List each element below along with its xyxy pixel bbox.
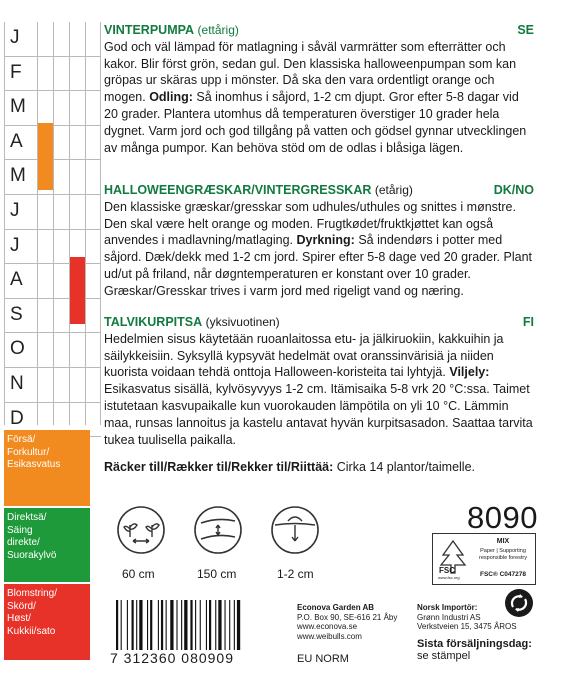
calendar-month-row [4, 264, 101, 299]
barcode-bar [206, 600, 207, 650]
calendar-month-row [4, 160, 101, 195]
barcode-bar [136, 600, 137, 650]
barcode-bar [150, 600, 152, 650]
language-code: DK/NO [493, 183, 534, 197]
month-label: M [10, 165, 26, 187]
fsc-url: www.fsc.org [438, 575, 460, 580]
section-title: HALLOWEENGRÆSKAR/VINTERGRESSKAR [104, 183, 372, 197]
calendar-month-row [4, 230, 101, 265]
section-body: Den klassiske græskar/gresskar som udhules/uthules og snittes i mønstre. Den skal være helt orange og moden. Frugtkødet/fruktkjøttet kan også anvendes i madlavning/matlaging. Dyrkning: Så indendørs i potter med såjord. Dæk/dekk med 1-2 cm jord. Spirer efter 5-8 dage ved 20 grader. Plant ud/ut på friland, når døgntemperaturen er konstant over 10 grader. Græskar/Gresskar trives i varm jord med rigeligt vand og næring. [104, 199, 532, 298]
section-danish-norwegian [104, 182, 534, 300]
barcode-bar [170, 600, 173, 650]
importer-address: Norsk Importör: Grønn Industri AS Verkstveien 15, 3475 ÅROS [417, 603, 517, 632]
section-swedish [104, 22, 534, 156]
barcode-bar [200, 600, 201, 650]
barcode [116, 600, 276, 650]
month-label: N [10, 372, 24, 394]
section-body: God och väl lämpad för matlagning i såväl varmrätter som efterrätter och kakor. Blir först grön, sedan gul. Den klassiska halloweenpumpan som kan gröpas ur skäras upp i mönster. Då ska den vara ordentligt orange och mogen. Odling: Så inomhus i såjord, 1-2 cm djupt. Gror efter 5-8 dagar vid 20 grader. Plantera utomhus då temperaturen överstiger 10 grader hela dygnet. Varm jord och god tillgång på vatten och gödsel gynnar utvecklingen av många pumpor. Kan behöva stöd om de odlas i blåsiga lägen. [104, 39, 527, 155]
plant-spacing-label: 60 cm [122, 567, 155, 581]
calendar-month-row [4, 368, 101, 403]
barcode-bar [195, 600, 196, 650]
barcode-bar [158, 600, 159, 650]
barcode-bar [215, 600, 216, 650]
eu-norm: EU NORM [297, 653, 349, 665]
barcode-bar [181, 600, 182, 650]
calendar-month-row [4, 57, 101, 92]
language-code: FI [522, 315, 534, 329]
month-label: A [10, 269, 23, 291]
barcode-bar [229, 600, 230, 650]
fsc-label [432, 533, 536, 585]
section-finnish [104, 314, 534, 448]
calendar-month-row [4, 333, 101, 368]
calendar-month-row [4, 126, 101, 161]
barcode-bar [139, 600, 142, 650]
barcode-bar [127, 600, 128, 650]
month-label: S [10, 303, 23, 325]
barcode-bar [116, 600, 118, 650]
barcode-bar [237, 600, 240, 650]
fsc-mix: MIX [496, 538, 510, 545]
barcode-bar [176, 600, 177, 650]
section-subtitle: (ettårig) [197, 23, 239, 37]
month-label: A [10, 130, 23, 152]
quantity-line: Räcker till/Rækker til/Rekker til/Riittää: Cirka 14 plantor/taimelle. [104, 460, 476, 474]
last-sale-date: Sista försäljningsdag: se stämpel [417, 638, 532, 662]
legend-direct-sowing: Direktsä/ Säing direkte/ Suorakylvö [4, 508, 90, 582]
calendar-month-row [4, 195, 101, 230]
month-label: O [10, 338, 25, 360]
barcode-digits: 7 312360 080909 [110, 650, 234, 666]
legend-indoor-sowing: Försä/ Forkultur/ Esikasvatus [4, 430, 90, 506]
row-spacing-label: 150 cm [197, 567, 237, 581]
month-label: J [10, 234, 20, 256]
month-label: D [10, 407, 24, 429]
barcode-bar [209, 600, 211, 650]
section-title: VINTERPUMPA [104, 23, 195, 37]
fsc-code: FSC® C047278 [480, 571, 526, 578]
legend-bloom-harvest: Blomstring/ Skörd/ Høst/ Kukkii/sato [4, 584, 90, 660]
company-address: Econova Garden AB P.O. Box 90, SE-616 21 Åby www.econova.se www.weibulls.com [297, 603, 398, 641]
section-body: Hedelmien sisus käytetään ruoanlaitossa etu- ja jälkiruokiin, kakkuihin ja säilykkeisiin. Syksyllä kypsyvät hedelmät ovat oranssinvärisiä ja niiden kuorista voidaan tehdä onttoja Halloween-koristeita tai lyhtyjä. Viljely: Esikasvatus sisällä, kylvösyvyys 1-2 cm. Itämisaika 5-8 vrk 20 °C:ssa. Taimet istutetaan kasvupaikalle kun vuorokauden lämpötila on yli 10 °C. Lämmin maa, runsas lannoitus ja kastelu antavat hyvän kurpitsasadon. Saattaa tarvita tukea tuulisella paikalla. [104, 331, 533, 447]
calendar-month-row [4, 299, 101, 334]
plant-spacing-icon [116, 505, 166, 560]
row-spacing-icon [193, 505, 243, 560]
barcode-bar [121, 600, 122, 650]
month-label: J [10, 27, 20, 48]
section-subtitle: (etårig) [374, 183, 413, 197]
language-code: SE [517, 23, 534, 37]
article-number: 8090 [467, 500, 538, 535]
month-label: F [10, 61, 22, 83]
month-label: J [10, 199, 20, 221]
barcode-bar [161, 600, 163, 650]
calendar-month-row [4, 91, 101, 126]
section-header [104, 314, 534, 331]
barcode-bar [218, 600, 221, 650]
fsc-logo-text: FSC [439, 566, 455, 575]
fsc-claim: Paper | Supporting responsible forestry [479, 548, 527, 561]
month-label: M [10, 96, 26, 118]
sowing-depth-icon [270, 505, 320, 560]
barcode-bar [190, 600, 192, 650]
sowing-depth-label: 1-2 cm [277, 567, 314, 581]
sowing-calendar [4, 22, 101, 437]
barcode-bar [147, 600, 148, 650]
calendar-month-row [4, 22, 101, 57]
barcode-bar [132, 600, 134, 650]
barcode-bar [166, 600, 167, 650]
section-title: TALVIKURPITSA [104, 315, 203, 329]
barcode-bar [184, 600, 187, 650]
section-subtitle: (yksivuotinen) [205, 315, 280, 329]
section-header [104, 22, 534, 39]
section-header [104, 182, 534, 199]
barcode-bar [225, 600, 226, 650]
barcode-bar [234, 600, 235, 650]
